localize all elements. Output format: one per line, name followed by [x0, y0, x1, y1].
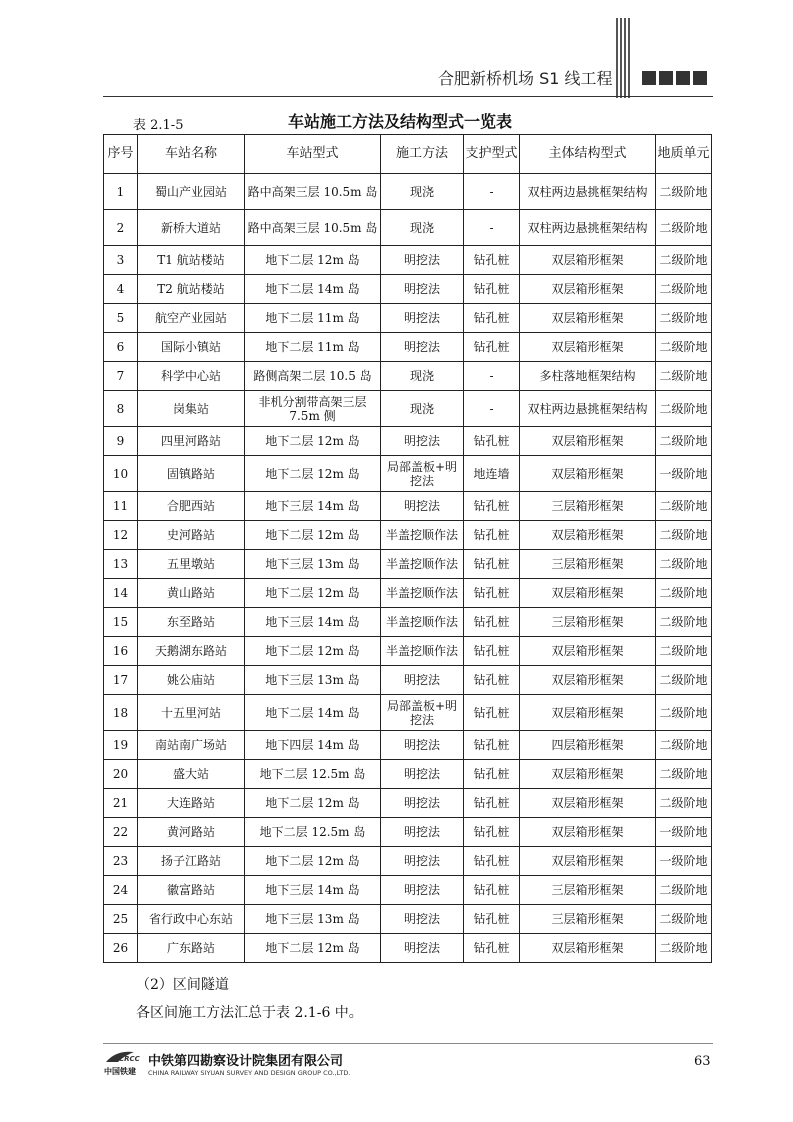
- table-cell: 钻孔桩: [464, 695, 520, 731]
- table-cell: 钻孔桩: [464, 666, 520, 695]
- table-cell: 18: [104, 695, 138, 731]
- table-cell: 地下二层 12m 岛: [245, 246, 381, 275]
- table-cell: 明挖法: [381, 934, 464, 963]
- header-decor-squares: [642, 70, 710, 89]
- table-row: [104, 210, 712, 246]
- table-cell: 明挖法: [381, 905, 464, 934]
- table-cell: 双层箱形框架: [520, 637, 656, 666]
- table-cell: 钻孔桩: [464, 333, 520, 362]
- table-cell: 局部盖板+明挖法: [381, 456, 464, 492]
- col-header: 支护型式: [464, 135, 520, 174]
- table-cell: 地下二层 12m 岛: [245, 456, 381, 492]
- table-cell: 二级阶地: [656, 492, 712, 521]
- table-cell: 半盖挖顺作法: [381, 637, 464, 666]
- table-cell: 三层箱形框架: [520, 492, 656, 521]
- table-cell: 地下四层 14m 岛: [245, 731, 381, 760]
- table-cell: 天鹅湖东路站: [138, 637, 245, 666]
- table-cell: 钻孔桩: [464, 492, 520, 521]
- table-cell: 路中高架三层 10.5m 岛: [245, 174, 381, 210]
- table-row: [104, 608, 712, 637]
- table-row: [104, 362, 712, 391]
- table-cell: 二级阶地: [656, 876, 712, 905]
- table-row: [104, 550, 712, 579]
- table-cell: 半盖挖顺作法: [381, 608, 464, 637]
- table-cell: 钻孔桩: [464, 521, 520, 550]
- table-cell: 4: [104, 275, 138, 304]
- table-cell: 明挖法: [381, 876, 464, 905]
- table-cell: 8: [104, 391, 138, 427]
- table-cell: 钻孔桩: [464, 818, 520, 847]
- company-name-cn: 中铁第四勘察设计院集团有限公司: [148, 1054, 344, 1069]
- table-cell: 二级阶地: [656, 731, 712, 760]
- table-title: 车站施工方法及结构型式一览表: [288, 112, 513, 131]
- table-cell: 扬子江路站: [138, 847, 245, 876]
- table-cell: 明挖法: [381, 818, 464, 847]
- table-cell: T2 航站楼站: [138, 275, 245, 304]
- table-cell: 局部盖板+明挖法: [381, 695, 464, 731]
- table-cell: 钻孔桩: [464, 789, 520, 818]
- table-row: [104, 304, 712, 333]
- table-cell: 明挖法: [381, 333, 464, 362]
- table-cell: 路侧高架二层 10.5 岛: [245, 362, 381, 391]
- table-row: [104, 637, 712, 666]
- table-cell: 一级阶地: [656, 847, 712, 876]
- table-cell: 明挖法: [381, 789, 464, 818]
- table-cell: 钻孔桩: [464, 550, 520, 579]
- table-cell: 明挖法: [381, 760, 464, 789]
- table-cell: 二级阶地: [656, 275, 712, 304]
- table-cell: 路中高架三层 10.5m 岛: [245, 210, 381, 246]
- table-cell: 南站南广场站: [138, 731, 245, 760]
- table-cell: 钻孔桩: [464, 304, 520, 333]
- table-cell: 13: [104, 550, 138, 579]
- table-cell: 11: [104, 492, 138, 521]
- table-cell: 现浇: [381, 174, 464, 210]
- table-cell: 现浇: [381, 362, 464, 391]
- table-cell: 蜀山产业园站: [138, 174, 245, 210]
- table-cell: 明挖法: [381, 847, 464, 876]
- table-cell: 地连墙: [464, 456, 520, 492]
- table-cell: 地下三层 13m 岛: [245, 905, 381, 934]
- section-heading: （2）区间隧道: [136, 977, 229, 993]
- table-cell: 钻孔桩: [464, 275, 520, 304]
- table-cell: 20: [104, 760, 138, 789]
- table-cell: 钻孔桩: [464, 637, 520, 666]
- table-cell: 双层箱形框架: [520, 934, 656, 963]
- table-cell: 徽富路站: [138, 876, 245, 905]
- table-cell: 双层箱形框架: [520, 818, 656, 847]
- table-cell: 半盖挖顺作法: [381, 579, 464, 608]
- table-row: [104, 760, 712, 789]
- table-cell: 二级阶地: [656, 666, 712, 695]
- table-row: [104, 666, 712, 695]
- table-row: [104, 818, 712, 847]
- table-cell: 明挖法: [381, 492, 464, 521]
- table-cell: 二级阶地: [656, 905, 712, 934]
- table-cell: 地下三层 14m 岛: [245, 876, 381, 905]
- table-cell: 6: [104, 333, 138, 362]
- page-number: 63: [694, 1054, 711, 1069]
- table-cell: 五里墩站: [138, 550, 245, 579]
- table-cell: 17: [104, 666, 138, 695]
- col-header: 车站型式: [245, 135, 381, 174]
- table-cell: 地下三层 13m 岛: [245, 550, 381, 579]
- table-cell: 明挖法: [381, 427, 464, 456]
- table-cell: 钻孔桩: [464, 934, 520, 963]
- table-cell: 地下三层 14m 岛: [245, 492, 381, 521]
- table-cell: 双层箱形框架: [520, 427, 656, 456]
- table-cell: 19: [104, 731, 138, 760]
- table-cell: 双层箱形框架: [520, 579, 656, 608]
- table-cell: 省行政中心东站: [138, 905, 245, 934]
- table-cell: 钻孔桩: [464, 246, 520, 275]
- table-cell: 二级阶地: [656, 934, 712, 963]
- table-cell: 四里河路站: [138, 427, 245, 456]
- table-cell: 一级阶地: [656, 818, 712, 847]
- table-cell: 二级阶地: [656, 789, 712, 818]
- table-cell: 7: [104, 362, 138, 391]
- table-cell: 5: [104, 304, 138, 333]
- table-cell: 钻孔桩: [464, 731, 520, 760]
- table-cell: 二级阶地: [656, 521, 712, 550]
- col-header: 主体结构型式: [520, 135, 656, 174]
- table-cell: 地下二层 12m 岛: [245, 789, 381, 818]
- table-cell: 地下二层 12m 岛: [245, 934, 381, 963]
- table-cell: 地下二层 12m 岛: [245, 579, 381, 608]
- table-cell: 钻孔桩: [464, 579, 520, 608]
- table-row: [104, 174, 712, 210]
- table-cell: 钻孔桩: [464, 847, 520, 876]
- table-cell: -: [464, 174, 520, 210]
- table-cell: 双层箱形框架: [520, 304, 656, 333]
- table-cell: 东至路站: [138, 608, 245, 637]
- table-cell: 二级阶地: [656, 695, 712, 731]
- table-cell: 现浇: [381, 210, 464, 246]
- table-cell: 国际小镇站: [138, 333, 245, 362]
- table-cell: 双层箱形框架: [520, 456, 656, 492]
- table-cell: 1: [104, 174, 138, 210]
- table-cell: 二级阶地: [656, 210, 712, 246]
- body-paragraph: 各区间施工方法汇总于表 2.1-6 中。: [136, 1005, 363, 1021]
- table-cell: 地下三层 13m 岛: [245, 666, 381, 695]
- col-header: 车站名称: [138, 135, 245, 174]
- table-cell: 双层箱形框架: [520, 333, 656, 362]
- table-cell: 科学中心站: [138, 362, 245, 391]
- table-cell: 明挖法: [381, 304, 464, 333]
- footer-rule: [103, 1043, 713, 1044]
- table-row: [104, 391, 712, 427]
- table-cell: 明挖法: [381, 246, 464, 275]
- table-row: [104, 246, 712, 275]
- table-row: [104, 905, 712, 934]
- table-number: 表 2.1-5: [133, 118, 184, 133]
- table-cell: 明挖法: [381, 275, 464, 304]
- table-cell: 二级阶地: [656, 391, 712, 427]
- table-cell: 双层箱形框架: [520, 275, 656, 304]
- table-cell: 黄山路站: [138, 579, 245, 608]
- table-cell: 多柱落地框架结构: [520, 362, 656, 391]
- table-cell: 二级阶地: [656, 427, 712, 456]
- table-cell: 黄河路站: [138, 818, 245, 847]
- col-header: 施工方法: [381, 135, 464, 174]
- table-cell: 广东路站: [138, 934, 245, 963]
- table-cell: 地下三层 14m 岛: [245, 608, 381, 637]
- table-cell: 10: [104, 456, 138, 492]
- table-cell: 地下二层 12m 岛: [245, 637, 381, 666]
- table-cell: 二级阶地: [656, 550, 712, 579]
- table-cell: 地下二层 14m 岛: [245, 695, 381, 731]
- table-cell: 双层箱形框架: [520, 760, 656, 789]
- table-cell: 三层箱形框架: [520, 550, 656, 579]
- table-cell: 二级阶地: [656, 637, 712, 666]
- table-cell: 三层箱形框架: [520, 608, 656, 637]
- table-cell: -: [464, 362, 520, 391]
- table-cell: -: [464, 210, 520, 246]
- table-cell: 双柱两边悬挑框架结构: [520, 210, 656, 246]
- table-cell: 双层箱形框架: [520, 695, 656, 731]
- table-cell: 22: [104, 818, 138, 847]
- header-rule: [103, 96, 713, 97]
- table-cell: 非机分割带高架三层 7.5m 侧: [245, 391, 381, 427]
- table-row: [104, 275, 712, 304]
- table-cell: 盛大站: [138, 760, 245, 789]
- table-cell: 16: [104, 637, 138, 666]
- table-cell: 大连路站: [138, 789, 245, 818]
- station-construction-table: [103, 134, 712, 963]
- table-cell: 2: [104, 210, 138, 246]
- table-cell: 钻孔桩: [464, 608, 520, 637]
- table-cell: 钻孔桩: [464, 876, 520, 905]
- col-header: 地质单元: [656, 135, 712, 174]
- table-cell: 十五里河站: [138, 695, 245, 731]
- table-cell: 三层箱形框架: [520, 876, 656, 905]
- table-cell: -: [464, 391, 520, 427]
- table-cell: 双层箱形框架: [520, 789, 656, 818]
- table-row: [104, 579, 712, 608]
- table-cell: 3: [104, 246, 138, 275]
- table-cell: 史河路站: [138, 521, 245, 550]
- table-row: [104, 847, 712, 876]
- table-cell: 双层箱形框架: [520, 666, 656, 695]
- table-cell: 地下二层 14m 岛: [245, 275, 381, 304]
- table-cell: 地下二层 11m 岛: [245, 333, 381, 362]
- col-header: 序号: [104, 135, 138, 174]
- table-cell: 9: [104, 427, 138, 456]
- header-decor-bars: [616, 18, 630, 98]
- table-cell: 明挖法: [381, 666, 464, 695]
- table-cell: 双柱两边悬挑框架结构: [520, 391, 656, 427]
- table-cell: 26: [104, 934, 138, 963]
- table-cell: 地下二层 12m 岛: [245, 521, 381, 550]
- table-cell: 23: [104, 847, 138, 876]
- table-cell: 一级阶地: [656, 456, 712, 492]
- table-cell: 姚公庙站: [138, 666, 245, 695]
- table-row: [104, 492, 712, 521]
- table-cell: 合肥西站: [138, 492, 245, 521]
- table-row: [104, 427, 712, 456]
- table-cell: 二级阶地: [656, 174, 712, 210]
- table-cell: 二级阶地: [656, 608, 712, 637]
- logo-badge: CRCC: [119, 1055, 140, 1063]
- table-cell: 12: [104, 521, 138, 550]
- table-cell: 地下二层 12m 岛: [245, 427, 381, 456]
- table-row: [104, 731, 712, 760]
- table-row: [104, 333, 712, 362]
- table-cell: T1 航站楼站: [138, 246, 245, 275]
- table-cell: 双层箱形框架: [520, 521, 656, 550]
- table-cell: 地下二层 12m 岛: [245, 847, 381, 876]
- table-row: [104, 789, 712, 818]
- table-row: [104, 876, 712, 905]
- table-cell: 双层箱形框架: [520, 246, 656, 275]
- table-cell: 二级阶地: [656, 579, 712, 608]
- running-header-title: 合肥新桥机场 S1 线工程: [438, 69, 613, 88]
- table-cell: 固镇路站: [138, 456, 245, 492]
- table-cell: 24: [104, 876, 138, 905]
- table-cell: 地下二层 12.5m 岛: [245, 818, 381, 847]
- table-cell: 双层箱形框架: [520, 847, 656, 876]
- table-cell: 半盖挖顺作法: [381, 550, 464, 579]
- table-row: [104, 521, 712, 550]
- table-cell: 钻孔桩: [464, 427, 520, 456]
- company-name-en: CHINA RAILWAY SIYUAN SURVEY AND DESIGN GROUP CO.,LTD.: [148, 1069, 351, 1077]
- table-cell: 岗集站: [138, 391, 245, 427]
- table-cell: 15: [104, 608, 138, 637]
- table-cell: 明挖法: [381, 731, 464, 760]
- table-cell: 钻孔桩: [464, 905, 520, 934]
- table-cell: 地下二层 11m 岛: [245, 304, 381, 333]
- table-cell: 航空产业园站: [138, 304, 245, 333]
- table-cell: 新桥大道站: [138, 210, 245, 246]
- logo-caption: 中国铁建: [104, 1067, 136, 1076]
- table-cell: 四层箱形框架: [520, 731, 656, 760]
- table-cell: 现浇: [381, 391, 464, 427]
- table-cell: 二级阶地: [656, 246, 712, 275]
- table-cell: 二级阶地: [656, 304, 712, 333]
- table-header-row: [104, 135, 712, 174]
- table-cell: 半盖挖顺作法: [381, 521, 464, 550]
- table-cell: 钻孔桩: [464, 760, 520, 789]
- table-cell: 二级阶地: [656, 333, 712, 362]
- table-cell: 二级阶地: [656, 362, 712, 391]
- table-row: [104, 934, 712, 963]
- table-cell: 25: [104, 905, 138, 934]
- table-cell: 14: [104, 579, 138, 608]
- table-cell: 三层箱形框架: [520, 905, 656, 934]
- table-cell: 二级阶地: [656, 760, 712, 789]
- table-cell: 双柱两边悬挑框架结构: [520, 174, 656, 210]
- table-row: [104, 456, 712, 492]
- table-cell: 21: [104, 789, 138, 818]
- table-row: [104, 695, 712, 731]
- table-cell: 地下二层 12.5m 岛: [245, 760, 381, 789]
